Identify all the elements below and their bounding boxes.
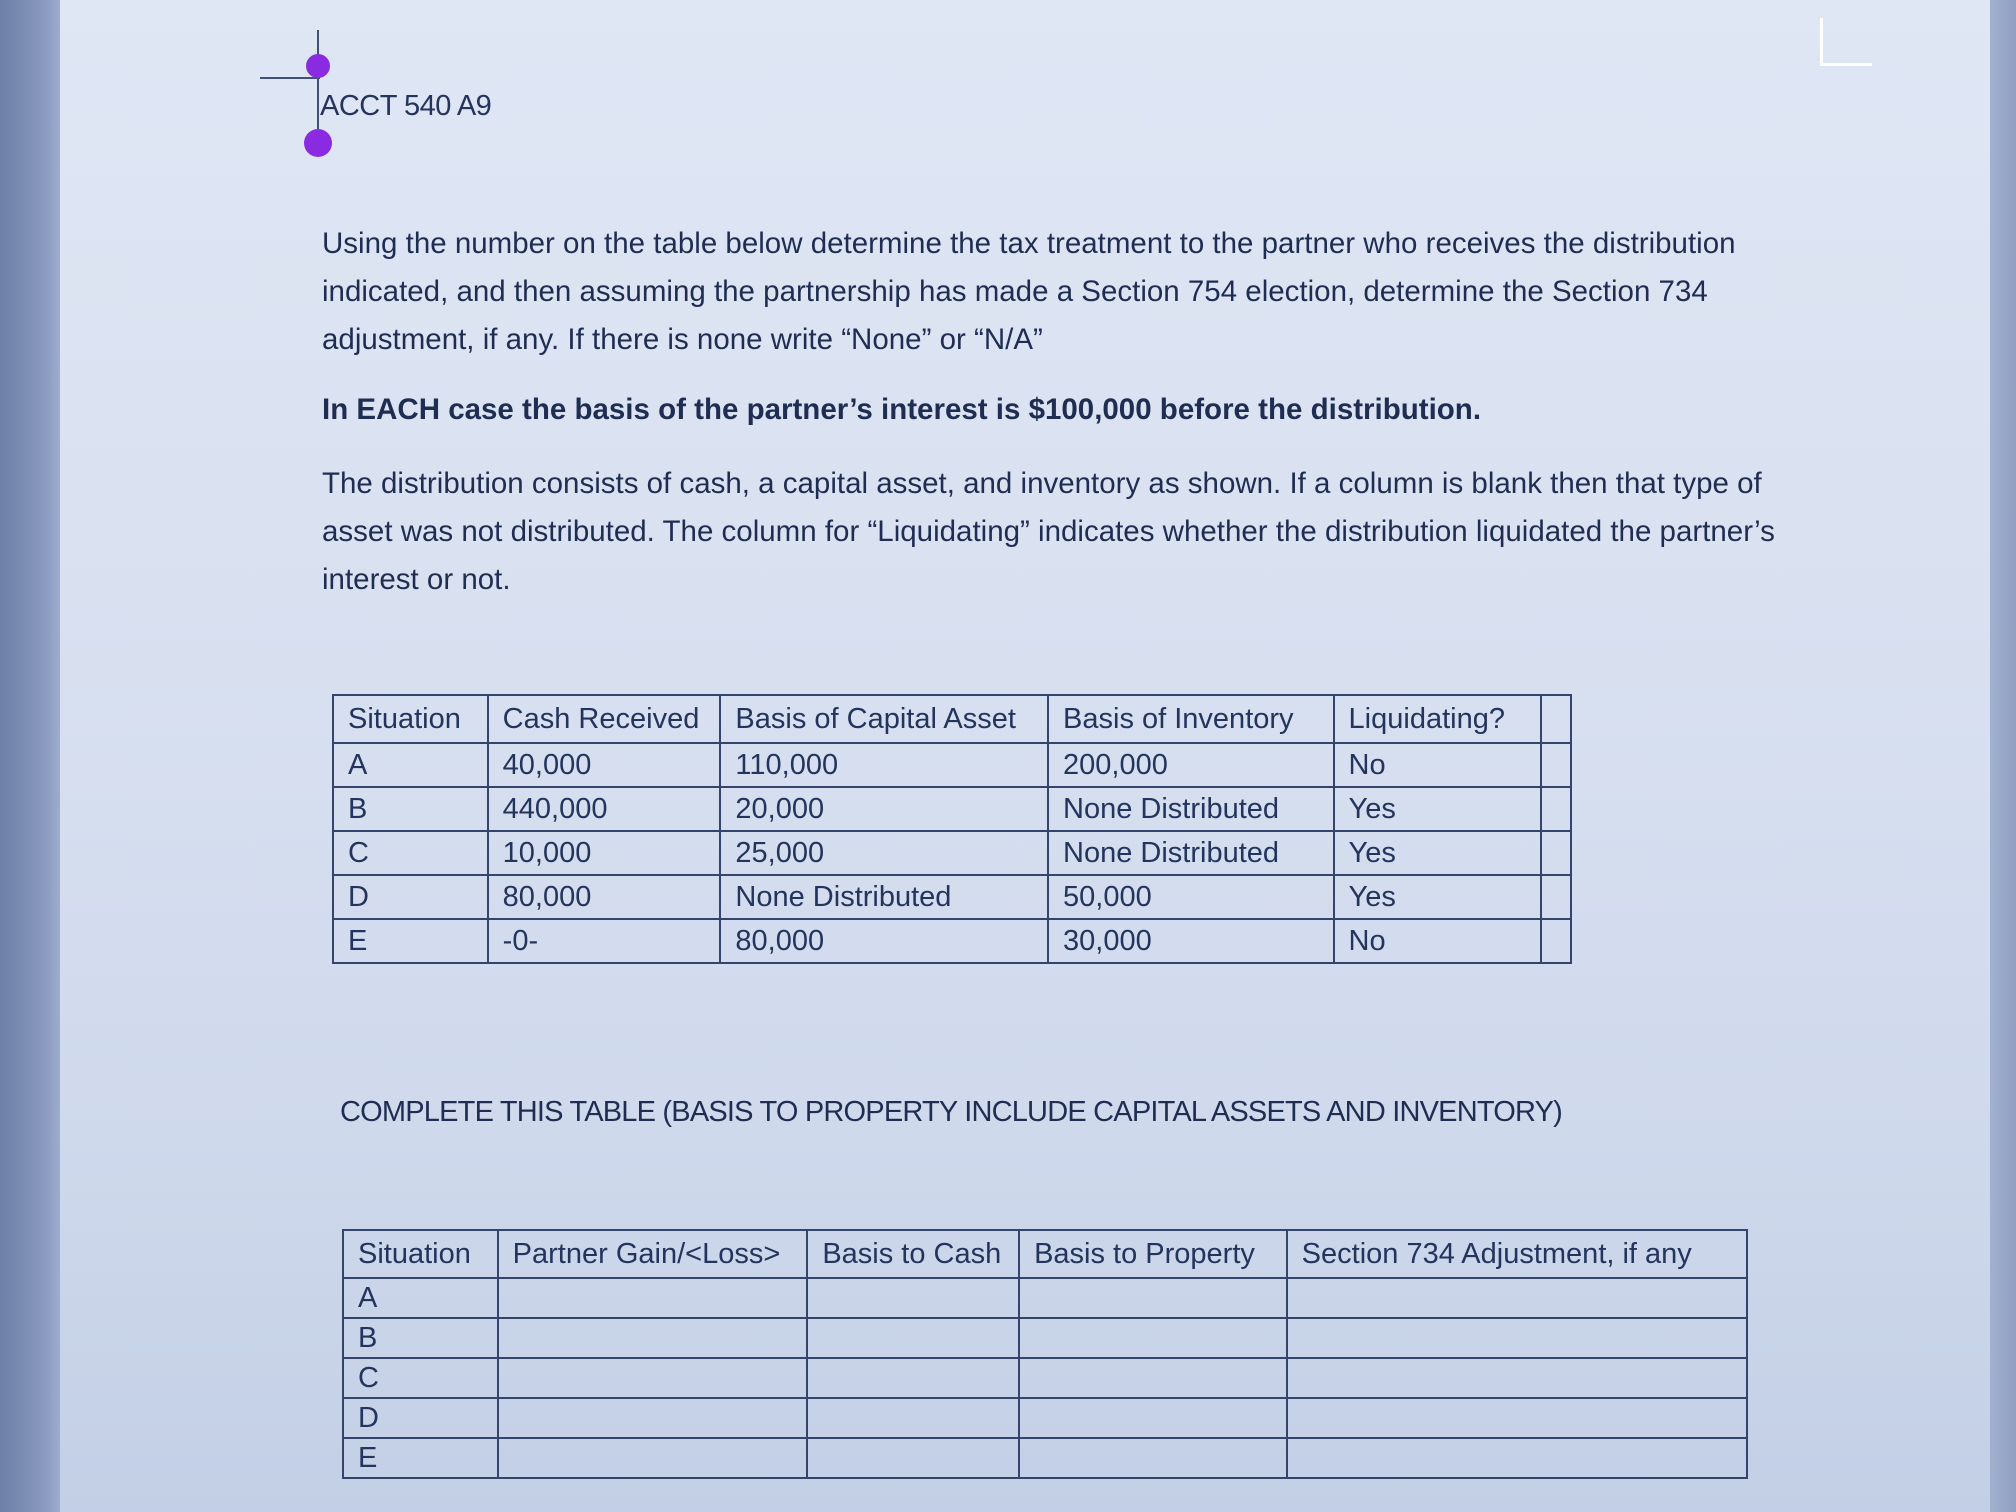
- cell-capital-asset: 110,000: [720, 743, 1048, 787]
- table-row: [343, 1318, 1747, 1358]
- cell-cash: 40,000: [488, 743, 721, 787]
- table-row: [333, 875, 1571, 919]
- table-row: [343, 1398, 1747, 1438]
- instructions-paragraph: Using the number on the table below determine the tax treatment to the partner who receives the distribution indicated, and then assuming the partnership has made a Section 754 election, determine the Section 734 adjustment, if any. If there is none write “None” or “N/A”: [322, 227, 1736, 356]
- header-section-734-adjustment: Section 734 Adjustment, if any: [1287, 1230, 1747, 1278]
- cell-partner-gain-loss[interactable]: [498, 1318, 808, 1358]
- cell-inventory: None Distributed: [1048, 831, 1334, 875]
- cell-partner-gain-loss[interactable]: [498, 1398, 808, 1438]
- cell-liquidating: Yes: [1334, 831, 1542, 875]
- cell-situation: C: [333, 831, 488, 875]
- cell-cash: 440,000: [488, 787, 721, 831]
- header-situation: Situation: [343, 1230, 498, 1278]
- table-row: [333, 919, 1571, 963]
- cell-capital-asset: 25,000: [720, 831, 1048, 875]
- cell-basis-to-property[interactable]: [1019, 1358, 1287, 1398]
- table-row: [333, 743, 1571, 787]
- complete-table-heading: COMPLETE THIS TABLE (BASIS TO PROPERTY INCLUDE CAPITAL ASSETS AND INVENTORY): [340, 1096, 1563, 1128]
- cell-section-734-adjustment[interactable]: [1287, 1278, 1747, 1318]
- header-basis-to-cash: Basis to Cash: [807, 1230, 1019, 1278]
- cell-situation: D: [343, 1398, 498, 1438]
- cell-liquidating: No: [1334, 919, 1542, 963]
- header-situation: Situation: [333, 695, 488, 743]
- cell-capital-asset: 20,000: [720, 787, 1048, 831]
- cell-extra: [1541, 875, 1571, 919]
- cell-situation: E: [333, 919, 488, 963]
- cell-basis-to-property[interactable]: [1019, 1438, 1287, 1478]
- table-row: [343, 1278, 1747, 1318]
- cell-cash: 10,000: [488, 831, 721, 875]
- answer-header-row: [343, 1230, 1747, 1278]
- cell-section-734-adjustment[interactable]: [1287, 1438, 1747, 1478]
- cell-situation: A: [343, 1278, 498, 1318]
- cell-inventory: 200,000: [1048, 743, 1334, 787]
- cell-situation: D: [333, 875, 488, 919]
- cell-section-734-adjustment[interactable]: [1287, 1358, 1747, 1398]
- cell-basis-to-cash[interactable]: [807, 1358, 1019, 1398]
- cell-liquidating: No: [1334, 743, 1542, 787]
- cell-situation: C: [343, 1358, 498, 1398]
- cell-extra: [1541, 831, 1571, 875]
- cell-basis-to-cash[interactable]: [807, 1318, 1019, 1358]
- cell-section-734-adjustment[interactable]: [1287, 1318, 1747, 1358]
- answer-table: [342, 1229, 1748, 1479]
- cell-partner-gain-loss[interactable]: [498, 1438, 808, 1478]
- cell-cash: -0-: [488, 919, 721, 963]
- header-liquidating: Liquidating?: [1334, 695, 1542, 743]
- table-row: [333, 831, 1571, 875]
- cell-inventory: None Distributed: [1048, 787, 1334, 831]
- cell-extra: [1541, 919, 1571, 963]
- header-extra: [1541, 695, 1571, 743]
- table-header-row: [333, 695, 1571, 743]
- basis-note-paragraph: In EACH case the basis of the partner’s interest is $100,000 before the distribution.: [322, 393, 1482, 426]
- cell-basis-to-cash[interactable]: [807, 1278, 1019, 1318]
- cell-situation: A: [333, 743, 488, 787]
- cell-basis-to-property[interactable]: [1019, 1398, 1287, 1438]
- cell-partner-gain-loss[interactable]: [498, 1358, 808, 1398]
- cell-extra: [1541, 787, 1571, 831]
- cell-extra: [1541, 743, 1571, 787]
- header-basis-to-property: Basis to Property: [1019, 1230, 1287, 1278]
- cell-inventory: 30,000: [1048, 919, 1334, 963]
- cell-liquidating: Yes: [1334, 875, 1542, 919]
- cell-basis-to-cash[interactable]: [807, 1438, 1019, 1478]
- cell-basis-to-property[interactable]: [1019, 1278, 1287, 1318]
- distribution-paragraph: The distribution consists of cash, a capital asset, and inventory as shown. If a column is blank then that type of asset was not distributed. The column for “Liquidating” indicates whether the distribution liquidated the partner’s interest or not.: [322, 467, 1775, 596]
- cell-basis-to-property[interactable]: [1019, 1318, 1287, 1358]
- cell-section-734-adjustment[interactable]: [1287, 1398, 1747, 1438]
- cell-liquidating: Yes: [1334, 787, 1542, 831]
- document-page: [60, 0, 1990, 1512]
- cell-partner-gain-loss[interactable]: [498, 1278, 808, 1318]
- header-partner-gain-loss: Partner Gain/<Loss>: [498, 1230, 808, 1278]
- table-row: [333, 787, 1571, 831]
- cell-cash: 80,000: [488, 875, 721, 919]
- cell-basis-to-cash[interactable]: [807, 1398, 1019, 1438]
- cell-situation: E: [343, 1438, 498, 1478]
- corner-crop-icon: [1820, 18, 1872, 66]
- header-cash-received: Cash Received: [488, 695, 721, 743]
- table-row: [343, 1358, 1747, 1398]
- cell-situation: B: [333, 787, 488, 831]
- table-row: [343, 1438, 1747, 1478]
- cell-situation: B: [343, 1318, 498, 1358]
- header-basis-inventory: Basis of Inventory: [1048, 695, 1334, 743]
- header-basis-capital-asset: Basis of Capital Asset: [720, 695, 1048, 743]
- cell-inventory: 50,000: [1048, 875, 1334, 919]
- cell-capital-asset: None Distributed: [720, 875, 1048, 919]
- distribution-table: [332, 694, 1572, 964]
- document-title: ACCT 540 A9: [320, 90, 492, 122]
- cell-capital-asset: 80,000: [720, 919, 1048, 963]
